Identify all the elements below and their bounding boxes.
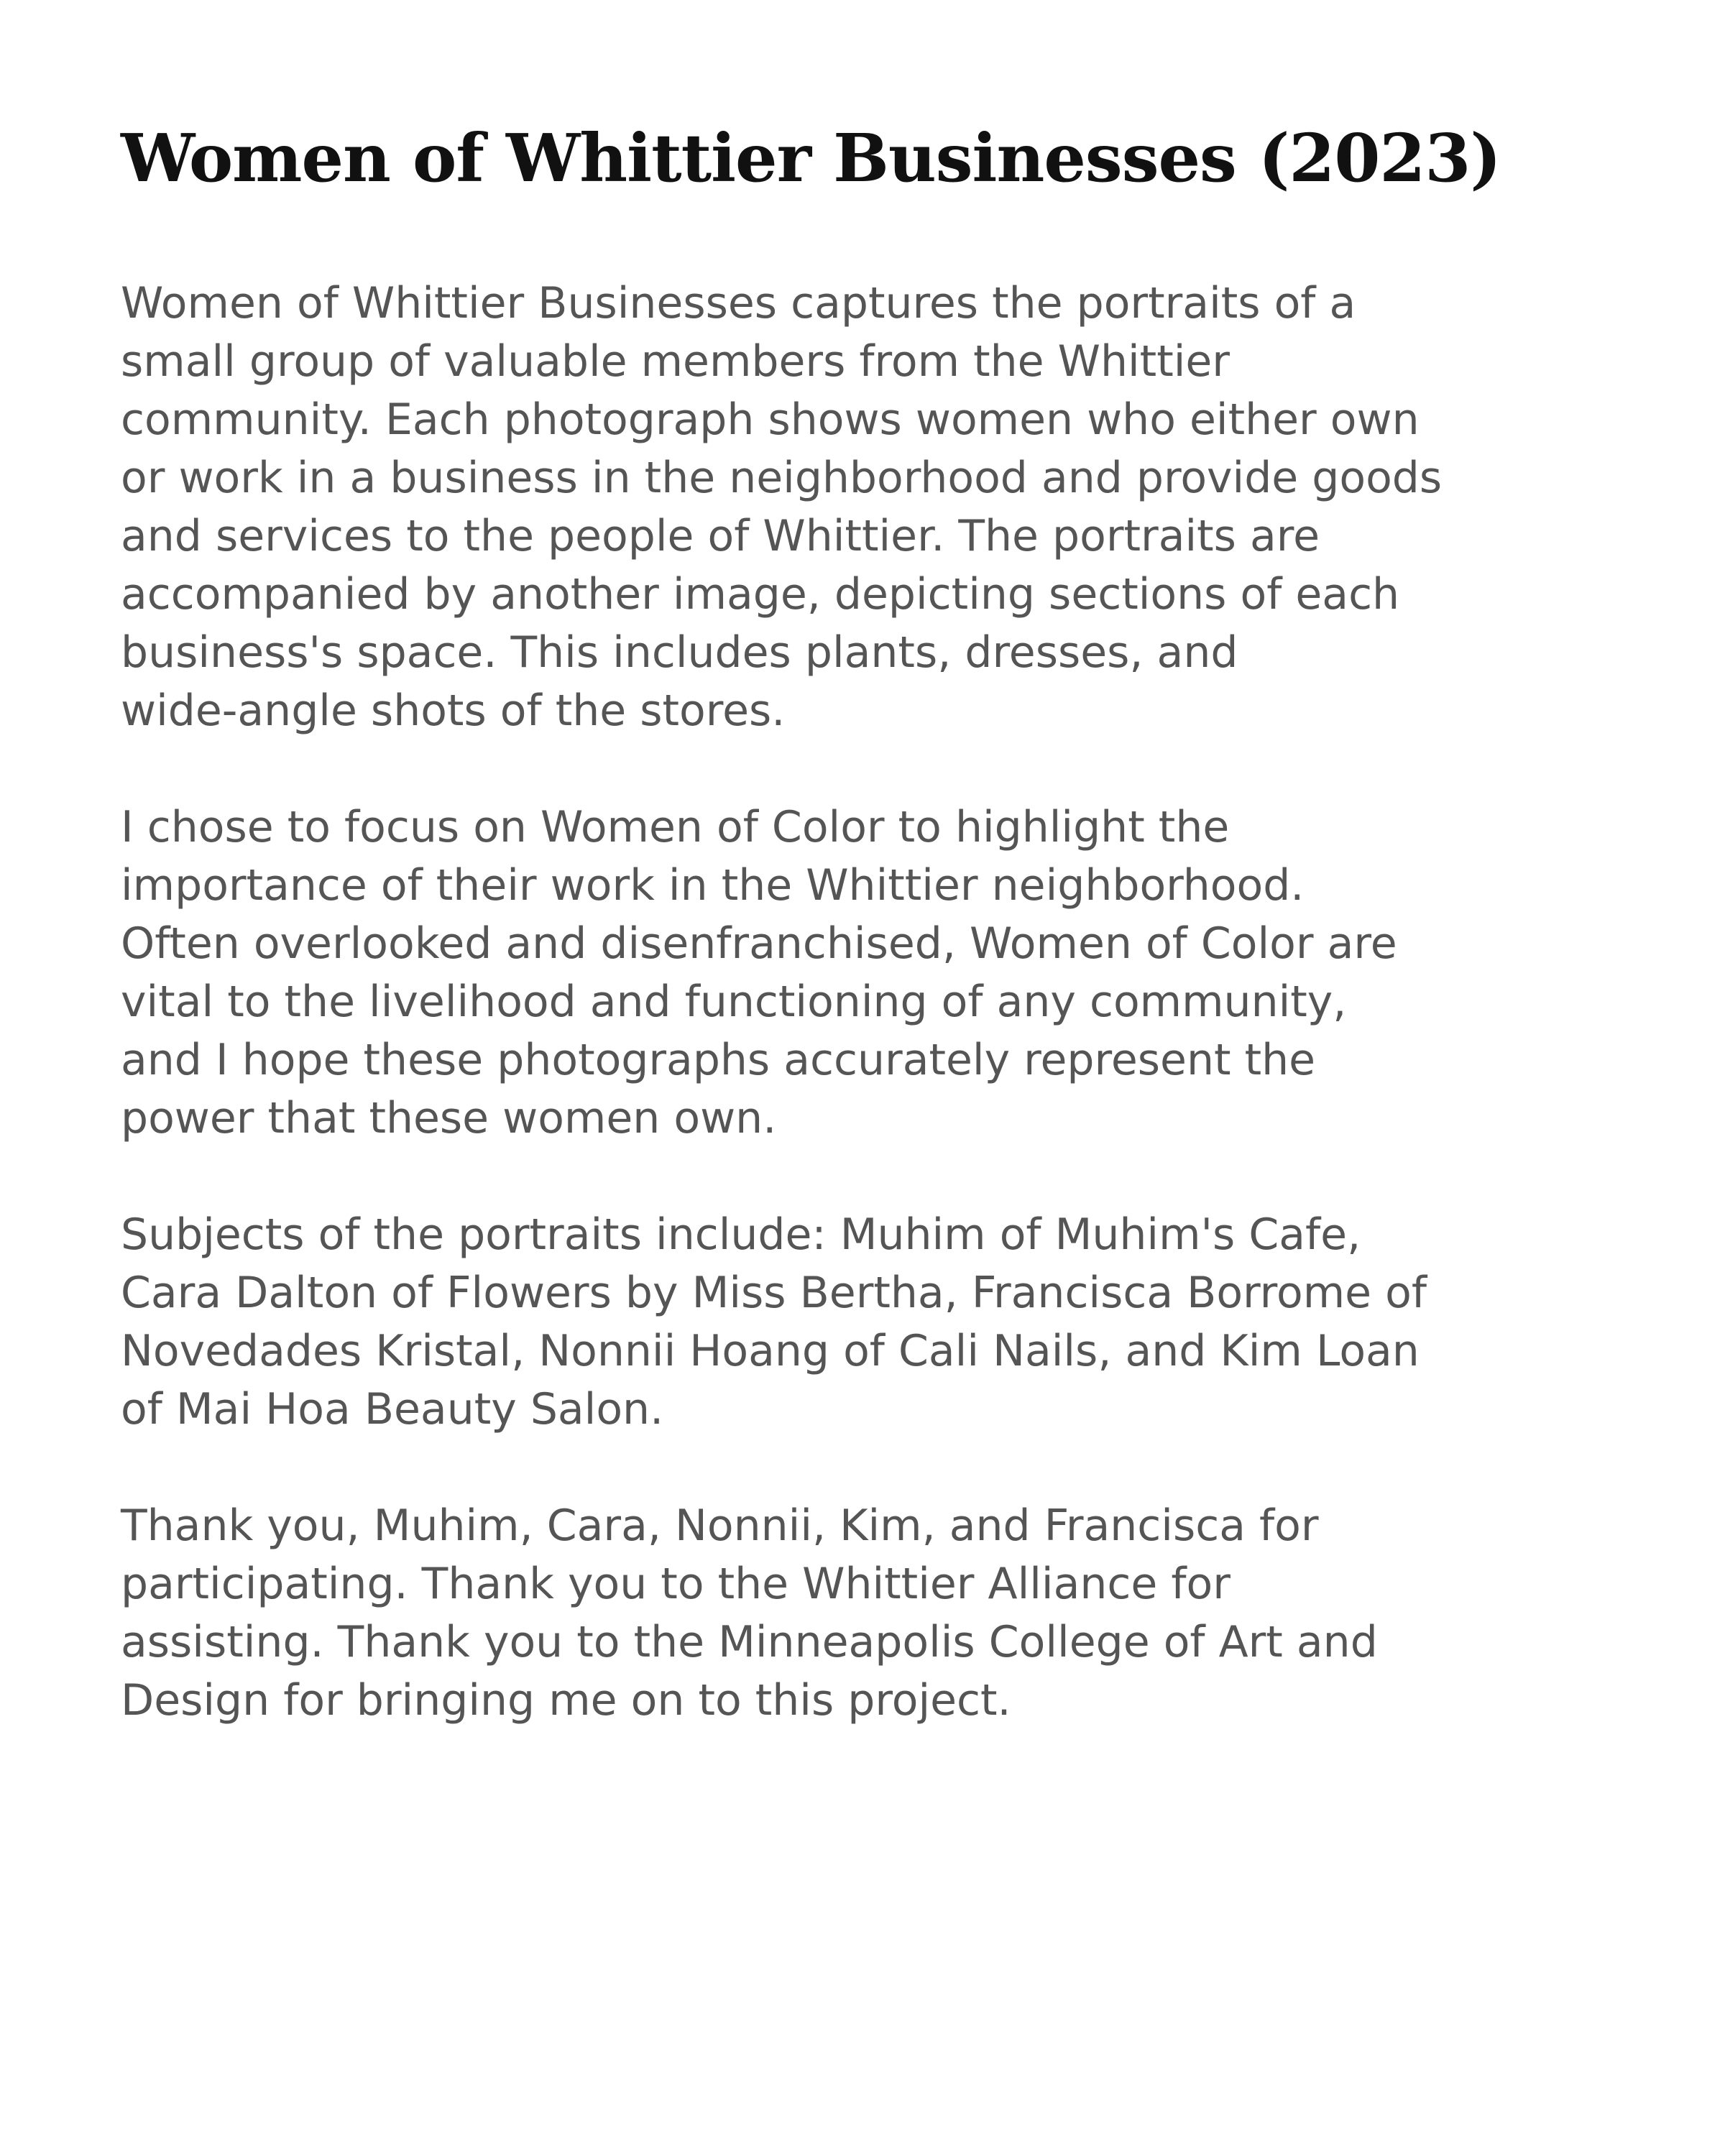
text-line: Subjects of the portraits include: Muhim of Muhim's Cafe, — [121, 1210, 1361, 1260]
text-line: wide-angle shots of the stores. — [121, 686, 786, 736]
text-line: vital to the livelihood and functioning of any community, — [121, 977, 1347, 1027]
text-line: participating. Thank you to the Whittier Alliance for — [121, 1559, 1230, 1609]
text-line: assisting. Thank you to the Minneapolis College of Art and — [121, 1617, 1378, 1667]
text-line: power that these women own. — [121, 1093, 777, 1143]
paragraph-acknowledgments — [121, 1497, 1630, 1730]
text-line: Cara Dalton of Flowers by Miss Bertha, Francisca Borrome of — [121, 1268, 1427, 1318]
text-line: Design for bringing me on to this project. — [121, 1675, 1011, 1726]
text-line: Novedades Kristal, Nonnii Hoang of Cali Nails, and Kim Loan — [121, 1326, 1420, 1376]
text-line: Often overlooked and disenfranchised, Women of Color are — [121, 918, 1397, 969]
text-line: and services to the people of Whittier. The portraits are — [121, 511, 1320, 561]
text-line: I chose to focus on Women of Color to highlight the — [121, 802, 1230, 852]
text-line: and I hope these photographs accurately represent the — [121, 1035, 1316, 1085]
text-line: Thank you, Muhim, Cara, Nonnii, Kim, and Francisca for — [121, 1501, 1319, 1551]
body-text — [121, 275, 1630, 1788]
text-line: of Mai Hoa Beauty Salon. — [121, 1384, 664, 1434]
text-line: community. Each photograph shows women who either own — [121, 395, 1420, 445]
text-line: importance of their work in the Whittier neighborhood. — [121, 860, 1305, 911]
paragraph-focus — [121, 798, 1630, 1148]
text-line: or work in a business in the neighborhood and provide goods — [121, 453, 1443, 503]
text-line: accompanied by another image, depicting sections of each — [121, 569, 1400, 619]
text-line: Women of Whittier Businesses captures the portraits of a — [121, 278, 1356, 328]
page-title: Women of Whittier Businesses (2023) — [121, 119, 1501, 197]
text-line: business's space. This includes plants, dresses, and — [121, 627, 1238, 678]
paragraph-intro — [121, 275, 1630, 740]
paragraph-subjects — [121, 1206, 1630, 1439]
text-line: small group of valuable members from the Whittier — [121, 336, 1230, 387]
